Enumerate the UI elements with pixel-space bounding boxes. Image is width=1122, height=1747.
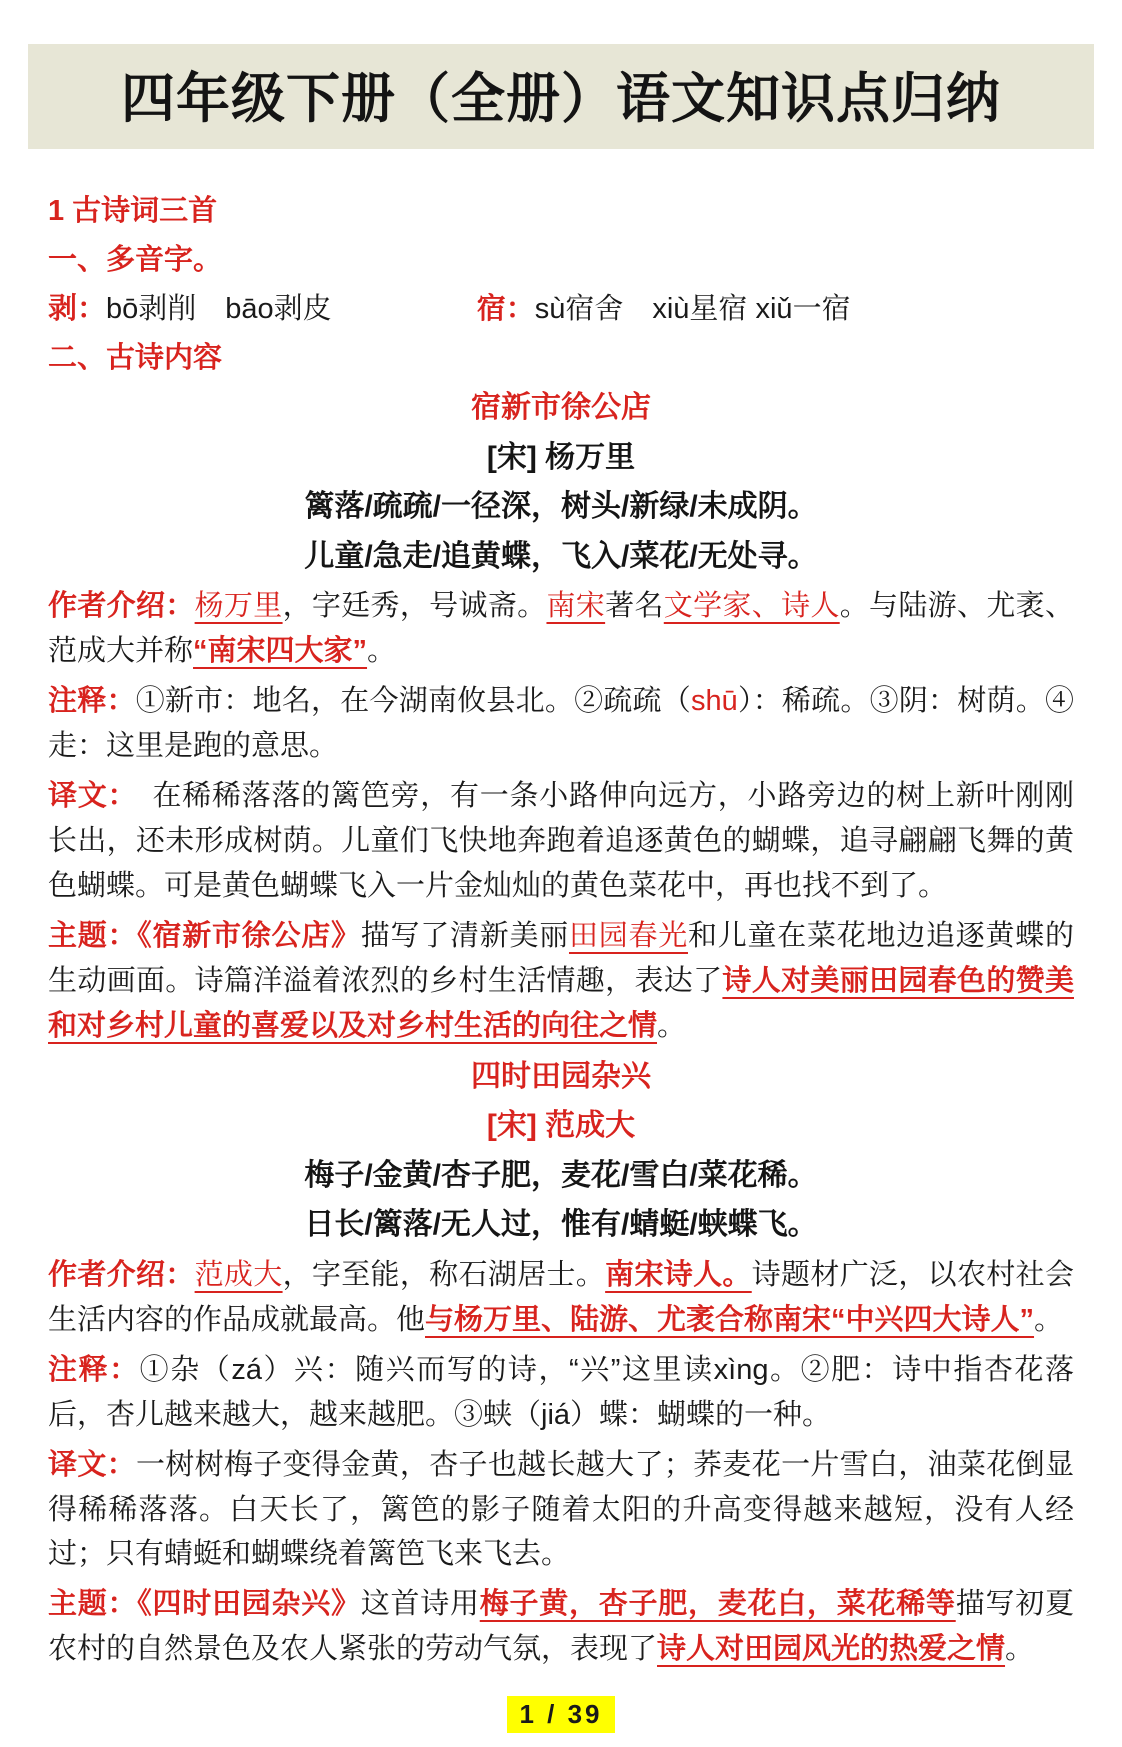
text-run: 梅子黄，杏子肥，麦花白，菜花稀等 — [479, 1588, 956, 1621]
text-run: 。与陆游、尤袤、范成大并称 — [48, 590, 1074, 668]
polyphone-line — [48, 287, 1074, 332]
text-run: 文学家、诗人 — [663, 590, 840, 623]
text-run: 二、古诗内容 — [48, 341, 223, 374]
section-heading-polyphones — [48, 239, 1074, 283]
section-heading-poem-content — [48, 337, 1074, 381]
theme-paragraph-2 — [48, 1582, 1074, 1672]
poem-line — [48, 535, 1074, 579]
text-run: ①新市：地名，在今湖南攸县北。②疏疏（ — [135, 685, 691, 718]
text-run: 作者介绍： — [48, 590, 195, 623]
text-run: 和儿童在菜花地边追逐黄蝶的生动画面。诗篇洋溢着浓烈的乡村生活情趣，表达了 — [48, 920, 1074, 997]
text-run: 剥 — [48, 293, 78, 325]
text-run: 日长/篱落/无人过，惟有/蜻蜓/蛱蝶飞。 — [304, 1208, 818, 1242]
page-number: 1 / 39 — [507, 1696, 614, 1733]
text-run: 宿新市徐公店 — [471, 391, 651, 425]
page-footer — [0, 1696, 1122, 1733]
text-run: 注释： — [48, 685, 136, 718]
text-run: 作者介绍： — [48, 1258, 195, 1291]
text-run: 译文： — [48, 780, 123, 813]
text-run: 著名 — [605, 590, 664, 623]
text-run: 诗人对美丽田园春色的赞美和对乡村儿童的喜爱以及对乡村生活的向往之情 — [48, 964, 1074, 1042]
notes-paragraph-1 — [48, 679, 1074, 769]
text-run: 主题：《四时田园杂兴》 — [48, 1588, 361, 1621]
text-run: 梅子/金黄/杏子肥，麦花/雪白/菜花稀。 — [304, 1158, 818, 1192]
text-run: 这首诗用 — [360, 1588, 480, 1621]
text-run: 与杨万里、陆游、尤袤合称南宋“中兴四大诗人” — [425, 1303, 1035, 1336]
poem-line — [48, 485, 1074, 529]
text-run — [332, 293, 477, 325]
notes-paragraph-2 — [48, 1348, 1074, 1438]
poem-title-1 — [48, 386, 1074, 430]
poem-title-2 — [48, 1055, 1074, 1099]
text-run: 一、多音字。 — [48, 243, 223, 276]
translation-paragraph-2 — [48, 1443, 1074, 1578]
text-run: 南宋 — [546, 590, 606, 623]
poem-author-1 — [48, 436, 1074, 480]
text-run: 。 — [1005, 1633, 1035, 1666]
text-run: [宋] 杨万里 — [486, 440, 636, 474]
text-run: 描写了清新美丽 — [360, 920, 569, 952]
document-body — [0, 149, 1122, 1672]
text-run: 一树树梅子变得金黄，杏子也越长越大了；荞麦花一片雪白，油菜花倒显得稀稀落落。白天长了，篱笆的影子随着太阳的升高变得越来越短，没有人经过；只有蜻蜓和蝴蝶绕着篱笆飞来飞去。 — [48, 1448, 1074, 1571]
text-run: 。 — [367, 635, 397, 668]
text-run: 主题：《宿新市徐公店》 — [48, 920, 361, 952]
document-title-banner — [28, 44, 1094, 149]
author-intro-paragraph-1 — [48, 584, 1074, 674]
text-run: 在稀稀落落的篱笆旁，有一条小路伸向远方，小路旁边的树上新叶刚刚长出，还未形成树荫。儿童们飞快地奔跑着追逐黄色的蝴蝶，追寻翩翩飞舞的黄色蝴蝶。可是黄色蝴蝶飞入一片金灿灿的黄色菜花中，再也找不到了。 — [48, 780, 1074, 903]
text-run: ： — [77, 293, 107, 325]
text-run: bō剥削 bāo剥皮 — [106, 293, 332, 325]
text-run: sù宿舍 xiù星宿 xiǔ一宿 — [534, 293, 851, 325]
translation-paragraph-1 — [48, 774, 1074, 909]
text-run: shū — [690, 685, 738, 718]
text-run: 诗人对田园风光的热爱之情 — [657, 1633, 1006, 1666]
text-run: [宋] 范成大 — [486, 1109, 636, 1143]
text-run: 诗题材广泛，以农村社会生活内容的作品成就最高。他 — [48, 1258, 1074, 1336]
text-run: “南宋四大家” — [193, 635, 368, 668]
text-run: 南宋诗人。 — [605, 1258, 752, 1291]
text-run: ： — [505, 293, 535, 325]
section-heading-lesson1 — [48, 190, 1074, 234]
author-intro-paragraph-2 — [48, 1253, 1074, 1343]
text-run: 1 古诗词三首 — [48, 195, 218, 227]
text-run: 。 — [657, 1009, 687, 1042]
text-run: 田园春光 — [568, 920, 688, 952]
text-run: 四时田园杂兴 — [471, 1059, 651, 1093]
text-run: 译文： — [48, 1448, 136, 1481]
page-title: 四年级下册（全册）语文知识点归纳 — [121, 69, 1001, 129]
text-run: 杨万里 — [194, 590, 283, 623]
text-run: 儿童/急走/追黄蝶，飞入/菜花/无处寻。 — [304, 539, 818, 573]
text-run: 描写初夏农村的自然景色及农人紧张的劳动气氛，表现了 — [48, 1588, 1074, 1666]
text-run: ）：稀疏。③阴：树荫。④走：这里是跑的意思。 — [48, 685, 1074, 763]
text-run: 。 — [1034, 1303, 1064, 1336]
text-run: 注释： — [48, 1353, 140, 1386]
text-run: ①杂（zá）兴：随兴而写的诗，“兴”这里读xìng。②肥：诗中指杏花落后，杏儿越来越大，越来越肥。③蛱（jiá）蝶：蝴蝶的一种。 — [48, 1353, 1074, 1431]
text-run: 篱落/疏疏/一径深，树头/新绿/未成阴。 — [304, 490, 818, 524]
poem-line — [48, 1203, 1074, 1247]
text-run: ，字至能，称石湖居士。 — [282, 1258, 606, 1291]
poem-author-2 — [48, 1104, 1074, 1148]
document-page — [0, 44, 1122, 1747]
theme-paragraph-1 — [48, 914, 1074, 1049]
text-run: ，字廷秀，号诚斋。 — [282, 590, 547, 623]
text-run: 范成大 — [194, 1258, 283, 1291]
poem-line — [48, 1154, 1074, 1198]
text-run: 宿 — [476, 293, 506, 325]
